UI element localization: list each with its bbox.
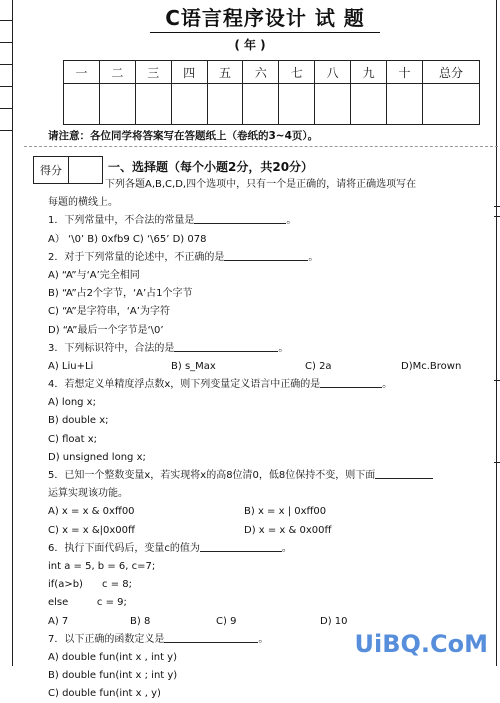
q6-stem: 6．执行下面代码后，变量c的值为 xyxy=(48,542,200,554)
q2-option-b: B) “A”占2个字节，‘A’占1个字节 xyxy=(48,288,193,300)
question-2 xyxy=(48,249,488,267)
q3-option-a: A) Liu+Li xyxy=(48,360,94,372)
q2-option-c: C) “A”是字符串，‘A’为字符 xyxy=(48,306,170,318)
score-cell[interactable] xyxy=(171,84,207,125)
q7-answer-blank[interactable] xyxy=(164,631,258,643)
q2-option-d: D) “A”最后一个字节是‘\0’ xyxy=(48,324,164,336)
q6-option-a: A) 7 xyxy=(48,615,69,627)
section-desc-cont: 每题的横线上。 xyxy=(48,197,118,209)
q6-code-line-1: int a = 5, b = 6, c=7; xyxy=(48,560,156,572)
q2-option-a: A) “A”与‘A’完全相同 xyxy=(48,269,140,281)
q3-option-b: B) s_Max xyxy=(171,360,216,372)
q4-option-c: C) float x; xyxy=(48,433,97,445)
q5-stem: 5．已知一个整数变量x，若实现将x的高8位清0，低8位保持不变，则下面 xyxy=(48,470,376,481)
q7-end: 。 xyxy=(258,633,269,645)
score-col-2: 二 xyxy=(99,61,135,84)
section-title: 一、选择题（每个小题2分，共20分） xyxy=(108,160,314,174)
left-margin-border xyxy=(0,0,14,666)
score-cell[interactable] xyxy=(243,84,279,125)
q1-answer-blank[interactable] xyxy=(194,212,286,224)
q7-option-a: A) double fun(int x , int y) xyxy=(48,651,177,663)
exam-title: C语言程序设计 试 题 xyxy=(150,4,380,33)
q2-end: 。 xyxy=(308,251,319,263)
score-cell[interactable] xyxy=(207,84,243,125)
q7-stem: 7．以下正确的函数定义是 xyxy=(48,633,165,645)
q5-stem-cont: 运算实现该功能。 xyxy=(48,488,128,500)
q3-option-d: D)Mc.Brown xyxy=(401,360,462,372)
question-3 xyxy=(48,340,488,358)
score-col-10: 十 xyxy=(387,61,423,84)
q7-option-c: C) double fun(int x , y) xyxy=(48,688,161,700)
q6-option-b: B) 8 xyxy=(130,615,151,627)
site-watermark: UiBQ.CoM xyxy=(354,630,488,658)
q6-code-line-2: if(a>b) c = 8; xyxy=(48,579,132,591)
score-cell[interactable] xyxy=(135,84,171,125)
section-desc: 下列各题A,B,C,D,四个选项中，只有一个是正确的，请将正确选项写在 xyxy=(105,179,417,190)
q5-option-a: A) x = x & 0xff00 xyxy=(48,506,135,518)
q2-answer-blank[interactable] xyxy=(224,249,308,261)
question-4 xyxy=(48,376,488,394)
q5-options-row1 xyxy=(48,503,488,521)
q4-stem: 4．若想定义单精度浮点数x，则下列变量定义语言中正确的是 xyxy=(48,379,321,391)
q1-end: 。 xyxy=(286,215,297,227)
q3-stem: 3．下列标识符中，合法的是 xyxy=(48,342,175,354)
q4-option-a: A) long x; xyxy=(48,397,96,409)
question-6 xyxy=(48,540,488,558)
q6-end: 。 xyxy=(281,542,292,554)
q3-answer-blank[interactable] xyxy=(174,340,278,352)
score-table xyxy=(63,60,480,125)
q2-stem: 2．对于下列常量的论述中，不正确的是 xyxy=(48,251,225,263)
q5-option-c: C) x = x &|0x00ff xyxy=(48,524,135,536)
q3-end: 。 xyxy=(278,342,289,354)
score-col-1: 一 xyxy=(64,61,100,84)
q4-option-d: D) unsigned long x; xyxy=(48,451,146,463)
q1-stem: 1．下列常量中，不合法的常量是 xyxy=(48,215,195,227)
score-col-4: 四 xyxy=(171,61,207,84)
q1-options: A） ‘\0’ B) 0xfb9 C) ‘\65’ D) 078 xyxy=(48,233,207,245)
score-col-5: 五 xyxy=(207,61,243,84)
score-cell[interactable] xyxy=(64,84,100,125)
score-col-total: 总分 xyxy=(423,61,480,84)
q5-option-b: B) x = x | 0xff00 xyxy=(244,506,327,518)
q4-end: 。 xyxy=(382,379,393,391)
score-col-3: 三 xyxy=(135,61,171,84)
q4-answer-blank[interactable] xyxy=(320,376,382,388)
question-1 xyxy=(48,212,488,230)
dashed-divider xyxy=(24,146,498,148)
score-col-6: 六 xyxy=(243,61,279,84)
score-cell[interactable] xyxy=(99,84,135,125)
score-col-7: 七 xyxy=(279,61,315,84)
q5-option-d: D) x = x & 0x00ff xyxy=(244,524,332,536)
right-margin-border xyxy=(494,0,500,666)
q6-answer-blank[interactable] xyxy=(200,540,282,552)
q3-options xyxy=(48,358,488,376)
q5-options-row2 xyxy=(48,522,488,540)
q6-code-line-3: else c = 9; xyxy=(48,597,127,609)
q5-answer-blank[interactable] xyxy=(375,467,433,479)
q6-option-c: C) 9 xyxy=(216,615,237,627)
score-cell[interactable] xyxy=(279,84,315,125)
q6-options xyxy=(48,613,488,631)
question-5 xyxy=(48,467,488,485)
q7-option-b: B) double fun(int x ; int y) xyxy=(48,670,178,682)
score-cell-total[interactable] xyxy=(423,84,480,125)
q4-option-b: B) double x; xyxy=(48,415,109,427)
q6-option-d: D) 10 xyxy=(320,615,348,627)
q3-option-c: C) 2a xyxy=(305,360,332,372)
section-score-label: 得分 xyxy=(34,157,69,183)
score-col-8: 八 xyxy=(315,61,351,84)
score-cell[interactable] xyxy=(351,84,387,125)
exam-year: ( 年 ) xyxy=(234,38,266,52)
score-col-9: 九 xyxy=(351,61,387,84)
score-cell[interactable] xyxy=(387,84,423,125)
question-list xyxy=(48,176,488,703)
exam-notice: 请注意：各位同学将答案写在答题纸上（卷纸的3~4页）。 xyxy=(48,130,319,142)
score-cell[interactable] xyxy=(315,84,351,125)
